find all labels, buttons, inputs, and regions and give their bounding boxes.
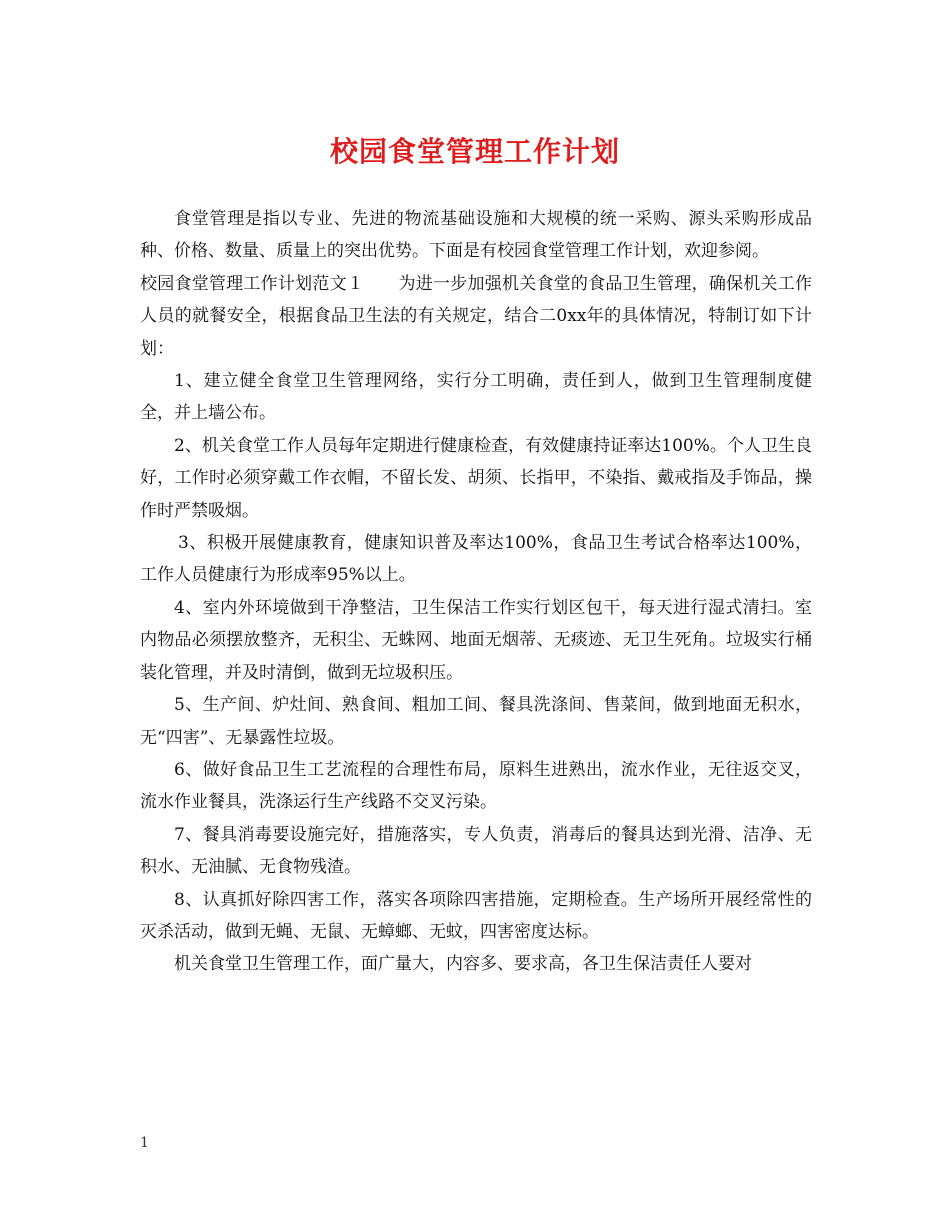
sample-intro-paragraph: 校园食堂管理工作计划范文１ 为进一步加强机关食堂的食品卫生管理，确保机关工作人员的就餐安全，根据食品卫生法的有关规定，结合二0xx年的具体情况，特制订如下计划： [140, 273, 812, 359]
plan-item-3: 3、积极开展健康教育，健康知识普及率达100%，食品卫生考试合格率达100%，工作人员健康行为形成率95%以上。 [140, 533, 812, 586]
plan-item-2: 2、机关食堂工作人员每年定期进行健康检查，有效健康持证率达100%。个人卫生良好，工作时必须穿戴工作衣帽，不留长发、胡须、长指甲，不染指、戴戒指及手饰品，操作时严禁吸烟。 [140, 435, 812, 521]
plan-item-5: 5、生产间、炉灶间、熟食间、粗加工间、餐具洗涤间、售菜间，做到地面无积水，无“四害”、无暴露性垃圾。 [140, 695, 812, 748]
plan-item-7: 7、餐具消毒要设施完好，措施落实，专人负责，消毒后的餐具达到光滑、洁净、无积水、无油腻、无食物残渣。 [140, 824, 812, 878]
plan-item-6: 6、做好食品卫生工艺流程的合理性布局，原料生进熟出，流水作业，无往返交叉，流水作业餐具，洗涤运行生产线路不交叉污染。 [140, 759, 812, 813]
intro-paragraph: 食堂管理是指以专业、先进的物流基础设施和大规模的统一采购、源头采购形成品种、价格、数量、质量上的突出优势。下面是有校园食堂管理工作计划，欢迎参阅。 [140, 209, 812, 262]
document-body [140, 203, 812, 981]
plan-item-4: 4、室内外环境做到干净整洁，卫生保洁工作实行划区包干，每天进行湿式清扫。室内物品必须摆放整齐，无积尘、无蛛网、地面无烟蒂、无痰迹、无卫生死角。垃圾实行桶装化管理，并及时清倒，做到无垃圾积压。 [140, 597, 812, 683]
plan-item-1: 1、建立健全食堂卫生管理网络，实行分工明确，责任到人，做到卫生管理制度健全，并上墙公布。 [140, 371, 812, 424]
document-title: 校园食堂管理工作计划 [329, 135, 620, 168]
plan-item-8: 8、认真抓好除四害工作，落实各项除四害措施，定期检查。生产场所开展经常性的灭杀活动，做到无蝇、无鼠、无蟑螂、无蚊，四害密度达标。 [140, 889, 812, 942]
page-number: 1 [140, 1135, 149, 1151]
closing-paragraph: 机关食堂卫生管理工作，面广量大，内容多、要求高，各卫生保洁责任人要对 [174, 954, 752, 975]
